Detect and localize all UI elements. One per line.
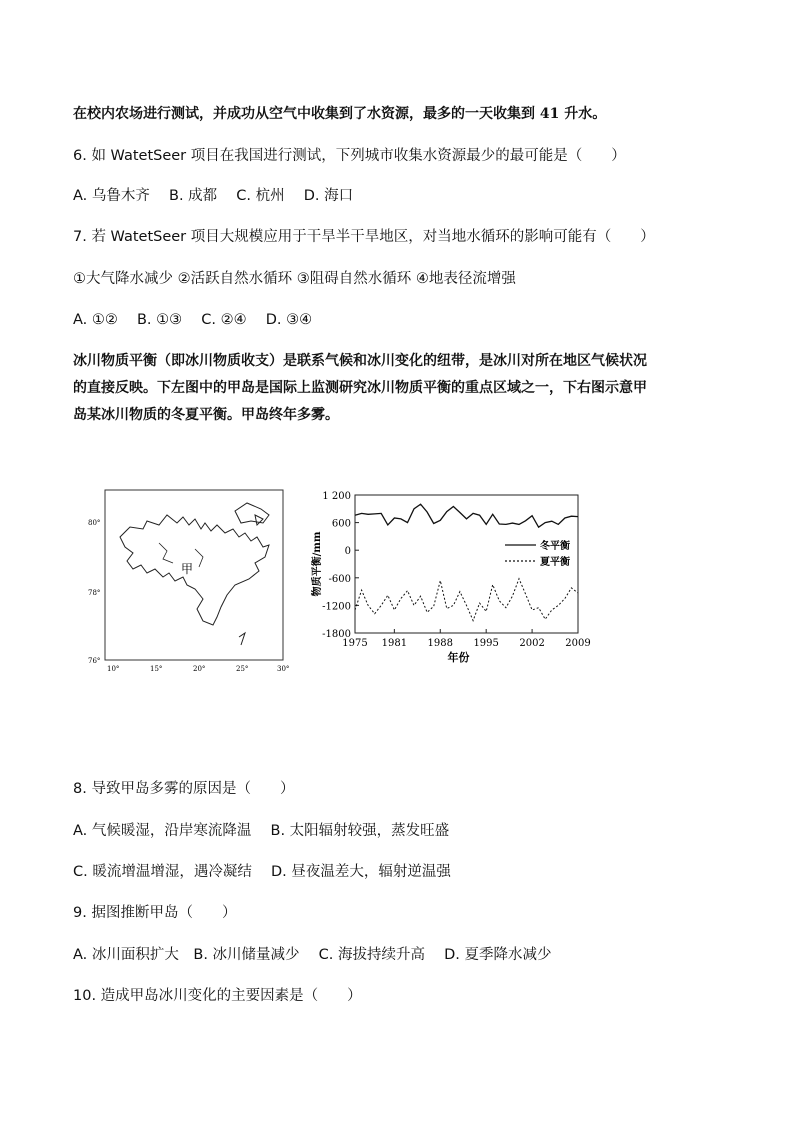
y-tick-label: -1200 <box>322 601 351 613</box>
legend-label-2: 夏平衡 <box>540 557 570 568</box>
q7-options: A. ①② B. ①③ C. ②④ D. ③④ <box>73 312 313 328</box>
q7-stem: 7. 若 WatetSeer 项目大规模应用于干旱半干旱地区，对当地水循环的影响可能有（ ） <box>73 229 655 245</box>
lon-label-20: 20° <box>193 665 206 673</box>
x-tick-label: 1975 <box>342 638 368 649</box>
small-island-1 <box>255 515 263 525</box>
x-tick-label: 1995 <box>473 638 499 649</box>
intro-tail: 在校内农场进行测试，并成功从空气中收集到了水资源，最多的一天收集到 41 升水。 <box>73 106 607 122</box>
y-tick-label: 0 <box>344 546 351 558</box>
island-label: 甲 <box>181 562 194 576</box>
y-tick-label: 1 200 <box>322 491 351 502</box>
y-tick-label: -1800 <box>322 629 351 640</box>
series-line-2 <box>355 579 578 621</box>
passage-line-2: 的直接反映。下左图中的甲岛是国际上监测研究冰川物质平衡的重点区域之一，下右图示意甲 <box>73 380 647 396</box>
x-tick-label: 2009 <box>565 638 591 649</box>
lon-label-30: 30° <box>277 665 290 673</box>
inner-fjord-1 <box>159 543 173 563</box>
series-line-1 <box>355 504 578 527</box>
q8-stem: 8. 导致甲岛多雾的原因是（ ） <box>73 781 295 797</box>
island-outline <box>120 515 269 625</box>
lat-label-78: 78° <box>88 589 101 597</box>
passage-line-1: 冰川物质平衡（即冰川物质收支）是联系气候和冰川变化的纽带，是冰川对所在地区气候状况 <box>73 353 647 369</box>
y-axis-label: 物质平衡/mm <box>312 531 323 597</box>
lat-label-80: 80° <box>88 519 101 527</box>
y-tick-label: 600 <box>331 518 351 530</box>
x-axis-label: 年份 <box>447 651 470 664</box>
q9-options: A. 冰川面积扩大 B. 冰川储量减少 C. 海拔持续升高 D. 夏季降水减少 <box>73 947 552 963</box>
passage-line-3: 岛某冰川物质的冬夏平衡。甲岛终年多雾。 <box>73 407 339 423</box>
lon-label-15: 15° <box>150 665 163 673</box>
q6-stem: 6. 如 WatetSeer 项目在我国进行测试，下列城市收集水资源最少的最可能是（ ） <box>73 148 626 164</box>
q6-options: A. 乌鲁木齐 B. 成都 C. 杭州 D. 海口 <box>73 188 354 204</box>
legend-label-1: 冬平衡 <box>540 541 570 552</box>
q8-options-1: A. 气候暖湿，沿岸寒流降温 B. 太阳辐射较强，蒸发旺盛 <box>73 823 450 839</box>
x-tick-label: 1981 <box>381 638 408 649</box>
lon-label-25: 25° <box>236 665 249 673</box>
lat-label-76: 76° <box>88 657 101 665</box>
lon-label-10: 10° <box>107 665 120 673</box>
mass-balance-chart <box>300 485 600 675</box>
passage <box>73 348 725 429</box>
x-tick-label: 2002 <box>519 638 545 649</box>
island-map <box>85 485 295 675</box>
small-island-2 <box>239 633 245 645</box>
x-tick-label: 1988 <box>427 638 453 649</box>
y-tick-label: -600 <box>328 573 351 585</box>
q10-stem: 10. 造成甲岛冰川变化的主要因素是（ ） <box>73 988 362 1004</box>
inner-fjord-2 <box>195 549 203 567</box>
east-island <box>235 503 269 523</box>
q9-stem: 9. 据图推断甲岛（ ） <box>73 905 237 921</box>
q7-items: ①大气降水减少 ②活跃自然水循环 ③阻碍自然水循环 ④地表径流增强 <box>73 271 516 287</box>
q8-options-2: C. 暖流增温增湿，遇冷凝结 D. 昼夜温差大，辐射逆温强 <box>73 864 451 880</box>
